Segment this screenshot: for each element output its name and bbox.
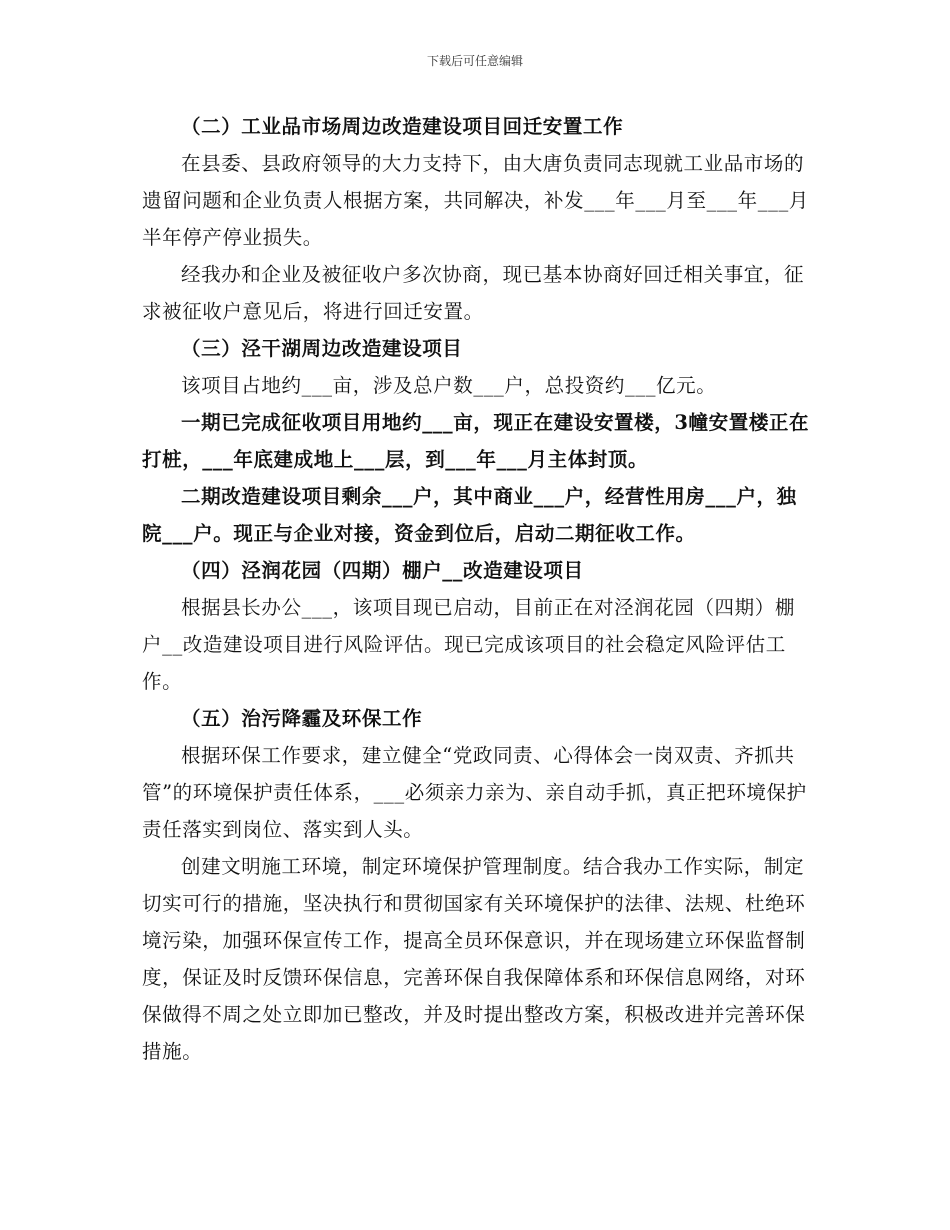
paragraph: 创建文明施工环境，制定环境保护管理制度。结合我办工作实际，制定切实可行的措施，坚决执行和贯彻国家有关环境保护的法律、法规、杜绝环境污染，加强环保宣传工作，提高全员环保意识，并在现场建立环保监督制度，保证及时反馈环保信息，完善环保自我保障体系和环保信息网络，对环保做得不周之处立即加已整改，并及时提出整改方案，积极改进并完善环保措施。 <box>142 855 806 1063</box>
bold-paragraph: 二期改造建设项目剩余___户，其中商业___户，经营性用房___户，独院___户。现正与企业对接，资金到位后，启动二期征收工作。 <box>142 485 797 545</box>
section-heading-4: （四）泾润花园（四期）棚户__改造建设项目 <box>181 559 584 582</box>
paragraph: 在县委、县政府领导的大力支持下，由大唐负责同志现就工业品市场的遗留问题和企业负责人根据方案，共同解决，补发___年___月至___年___月半年停产停业损失。 <box>142 152 809 249</box>
paragraph: 该项目占地约___亩，涉及总户数___户，总投资约___亿元。 <box>181 374 717 397</box>
paragraph: 经我办和企业及被征收户多次协商，现已基本协商好回迁相关事宜，征求被征收户意见后，将进行回迁安置。 <box>142 263 805 323</box>
section-heading-5: （五）治污降霾及环保工作 <box>181 707 423 730</box>
document-body <box>142 108 812 1070</box>
paragraph: 根据县长办公___，该项目现已启动，目前正在对泾润花园（四期）棚户__改造建设项目进行风险评估。现已完成该项目的社会稳定风险评估工作。 <box>142 596 795 693</box>
page-header-note: 下载后可任意编辑 <box>426 54 523 68</box>
section-heading-2: （二）工业品市场周边改造建设项目回迁安置工作 <box>181 115 624 138</box>
bold-paragraph: 一期已完成征收项目用地约___亩，现正在建设安置楼，3幢安置楼正在打桩，___年底建成地上___层，到___年___月主体封顶。 <box>142 411 810 471</box>
section-heading-3: （三）泾干湖周边改造建设项目 <box>181 337 463 360</box>
paragraph: 根据环保工作要求，建立健全“党政同责、心得体会一岗双责、齐抓共管”的环境保护责任体系，___必须亲力亲为、亲自动手抓，真正把环境保护责任落实到岗位、落实到人头。 <box>142 744 807 841</box>
